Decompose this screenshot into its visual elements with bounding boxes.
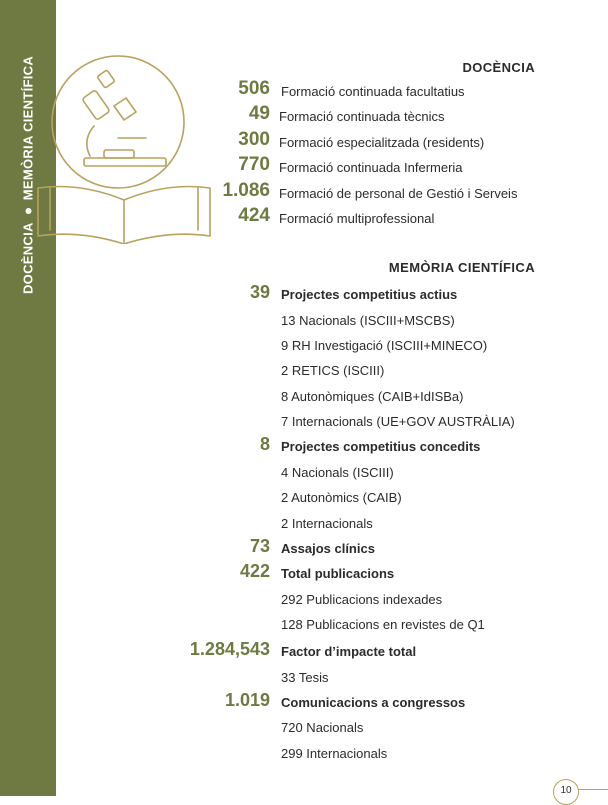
sidebar-title-docencia: DOCÈNCIA <box>20 222 36 295</box>
list-item <box>0 512 608 534</box>
item-value: 8 <box>259 434 270 454</box>
item-label: Formació continuada Infermeria <box>279 160 463 175</box>
list-item <box>0 131 608 153</box>
memoria-heading: MEMÒRIA CIENTÍFICA <box>388 260 535 275</box>
item-label: 720 Nacionals <box>281 720 364 735</box>
item-value: 424 <box>238 205 270 226</box>
item-value: 39 <box>249 282 270 302</box>
item-label: Formació continuada facultatius <box>281 84 465 99</box>
item-value: 1.019 <box>224 690 270 710</box>
item-label: 2 RETICS (ISCIII) <box>281 363 385 378</box>
list-item <box>0 742 608 764</box>
item-value: 49 <box>248 103 270 124</box>
list-item <box>0 640 608 662</box>
list-item <box>0 156 608 178</box>
docencia-heading: DOCÈNCIA <box>462 60 535 75</box>
list-item <box>0 359 608 381</box>
list-item <box>0 666 608 688</box>
item-label: Projectes competitius concedits <box>281 439 481 454</box>
list-item <box>0 182 608 204</box>
page-number: 10 <box>553 779 579 805</box>
item-label: 9 RH Investigació (ISCIII+MINECO) <box>281 338 488 353</box>
list-item <box>0 562 608 584</box>
item-label: 292 Publicacions indexades <box>281 592 443 607</box>
list-item <box>0 334 608 356</box>
item-label: Assajos clínics <box>281 541 375 556</box>
item-value: 1.086 <box>222 180 270 201</box>
item-label: 4 Nacionals (ISCIII) <box>281 465 394 480</box>
list-item <box>0 486 608 508</box>
item-label: Formació multiprofessional <box>279 211 435 226</box>
list-item <box>0 537 608 559</box>
item-value: 770 <box>238 154 270 175</box>
list-item <box>0 435 608 457</box>
list-item <box>0 283 608 305</box>
item-label: Factor d’impacte total <box>281 644 417 659</box>
item-label: Formació continuada tècnics <box>279 109 445 124</box>
item-label: 7 Internacionals (UE+GOV AUSTRÀLIA) <box>281 414 515 429</box>
item-label: 128 Publicacions en revistes de Q1 <box>281 617 485 632</box>
list-item <box>0 461 608 483</box>
list-item <box>0 309 608 331</box>
item-label: Formació especialitzada (residents) <box>279 135 485 150</box>
list-item <box>0 207 608 229</box>
item-label: Projectes competitius actius <box>281 287 458 302</box>
list-item <box>0 410 608 432</box>
item-value: 300 <box>238 129 270 150</box>
item-value: 73 <box>249 536 270 556</box>
list-item <box>0 80 608 102</box>
item-value: 422 <box>239 561 270 581</box>
list-item <box>0 385 608 407</box>
sidebar-title-memoria: MEMÒRIA CIENTÍFICA <box>20 55 36 201</box>
list-item <box>0 691 608 713</box>
item-label: Total publicacions <box>281 566 395 581</box>
list-item <box>0 716 608 738</box>
item-label: Comunicacions a congressos <box>281 695 466 710</box>
item-label: 2 Internacionals <box>281 516 373 531</box>
item-label: 13 Nacionals (ISCIII+MSCBS) <box>281 313 455 328</box>
list-item <box>0 613 608 635</box>
list-item <box>0 105 608 127</box>
page-number-rule <box>578 789 608 790</box>
item-label: Formació de personal de Gestió i Serveis <box>279 186 518 201</box>
item-label: 8 Autonòmiques (CAIB+IdISBa) <box>281 389 464 404</box>
item-label: 2 Autonòmics (CAIB) <box>281 490 402 505</box>
item-label: 33 Tesis <box>281 670 329 685</box>
item-value: 506 <box>238 78 270 99</box>
item-label: 299 Internacionals <box>281 746 388 761</box>
list-item <box>0 588 608 610</box>
item-value: 1.284,543 <box>189 639 270 659</box>
